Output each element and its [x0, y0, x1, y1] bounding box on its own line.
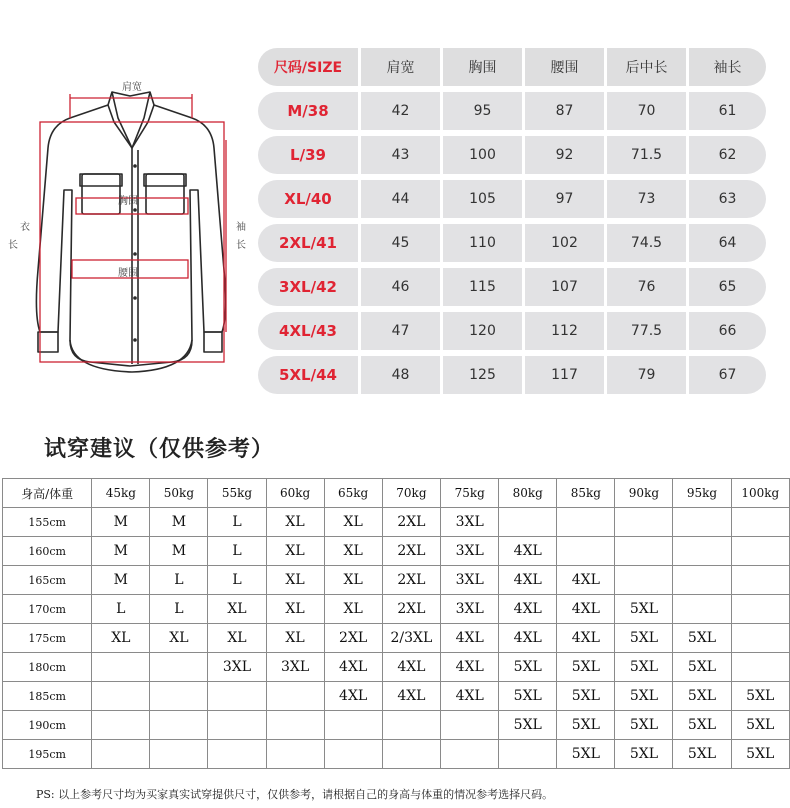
size-value: 67 [686, 356, 766, 394]
size-suggestion-cell: 4XL [499, 566, 557, 595]
size-suggestion-cell: 4XL [324, 682, 382, 711]
size-suggestion-cell: 4XL [557, 595, 615, 624]
size-suggestion-cell [150, 653, 208, 682]
size-suggestion-cell: 4XL [441, 682, 499, 711]
size-chart-row [258, 92, 766, 130]
size-suggestion-cell: 5XL [673, 653, 731, 682]
height-cell: 155cm [3, 508, 92, 537]
fit-table-row [3, 624, 790, 653]
size-value: 42 [358, 92, 440, 130]
size-chart-header-cell: 腰围 [522, 48, 604, 86]
size-suggestion-cell [150, 740, 208, 769]
size-suggestion-cell [499, 508, 557, 537]
size-value: 43 [358, 136, 440, 174]
size-suggestion-cell: XL [266, 508, 324, 537]
size-suggestion-cell [208, 711, 266, 740]
size-suggestion-cell [673, 595, 731, 624]
size-suggestion-cell: 5XL [499, 682, 557, 711]
size-suggestion-cell [615, 537, 673, 566]
waist-label: 腰围 [118, 268, 138, 279]
weight-header: 60kg [266, 479, 324, 508]
size-suggestion-cell: 2XL [382, 595, 440, 624]
size-suggestion-cell: 2XL [382, 537, 440, 566]
size-value: 66 [686, 312, 766, 350]
height-cell: 195cm [3, 740, 92, 769]
weight-header: 45kg [92, 479, 150, 508]
fit-advice-table [2, 478, 790, 769]
size-suggestion-cell: 5XL [673, 682, 731, 711]
size-value: 45 [358, 224, 440, 262]
size-suggestion-cell: 2XL [382, 566, 440, 595]
weight-header: 85kg [557, 479, 615, 508]
size-suggestion-cell [731, 508, 789, 537]
size-suggestion-cell: 5XL [615, 682, 673, 711]
size-suggestion-cell: XL [324, 508, 382, 537]
size-suggestion-cell [324, 711, 382, 740]
size-suggestion-cell: XL [208, 595, 266, 624]
size-suggestion-cell: L [208, 508, 266, 537]
weight-header: 95kg [673, 479, 731, 508]
size-suggestion-cell: XL [324, 566, 382, 595]
fit-table-row [3, 682, 790, 711]
size-value: 63 [686, 180, 766, 218]
size-chart-row [258, 180, 766, 218]
size-value: 62 [686, 136, 766, 174]
size-value: 65 [686, 268, 766, 306]
size-chart-row [258, 224, 766, 262]
size-suggestion-cell [382, 711, 440, 740]
size-suggestion-cell: 5XL [499, 653, 557, 682]
size-suggestion-cell: 5XL [673, 624, 731, 653]
size-value: 95 [440, 92, 522, 130]
size-suggestion-cell: 3XL [266, 653, 324, 682]
size-suggestion-cell: XL [266, 624, 324, 653]
fit-table-corner: 身高/体重 [3, 479, 92, 508]
size-suggestion-cell: XL [266, 537, 324, 566]
size-suggestion-cell: 4XL [441, 624, 499, 653]
size-suggestion-cell: 4XL [324, 653, 382, 682]
size-value: 71.5 [604, 136, 686, 174]
size-suggestion-cell: 5XL [673, 740, 731, 769]
size-suggestion-cell [441, 740, 499, 769]
size-suggestion-cell: 3XL [441, 508, 499, 537]
size-label: XL/40 [258, 180, 358, 218]
size-value: 77.5 [604, 312, 686, 350]
size-value: 74.5 [604, 224, 686, 262]
size-suggestion-cell: 3XL [208, 653, 266, 682]
size-suggestion-cell: 2XL [324, 624, 382, 653]
size-suggestion-cell: 5XL [615, 595, 673, 624]
size-chart-row [258, 268, 766, 306]
size-value: 61 [686, 92, 766, 130]
size-suggestion-cell: L [150, 566, 208, 595]
size-suggestion-cell [92, 740, 150, 769]
size-suggestion-cell: L [208, 537, 266, 566]
size-suggestion-cell: 5XL [557, 682, 615, 711]
height-cell: 180cm [3, 653, 92, 682]
fit-table-row [3, 537, 790, 566]
size-suggestion-cell [731, 595, 789, 624]
size-value: 47 [358, 312, 440, 350]
size-chart-header-row [258, 48, 766, 86]
size-value: 64 [686, 224, 766, 262]
size-suggestion-cell: XL [266, 595, 324, 624]
size-suggestion-cell: L [150, 595, 208, 624]
size-suggestion-cell: 2XL [382, 508, 440, 537]
size-label: 3XL/42 [258, 268, 358, 306]
size-suggestion-cell [673, 508, 731, 537]
fit-table-row [3, 595, 790, 624]
size-value: 73 [604, 180, 686, 218]
weight-header: 50kg [150, 479, 208, 508]
size-label: M/38 [258, 92, 358, 130]
size-suggestion-cell: 3XL [441, 566, 499, 595]
size-value: 100 [440, 136, 522, 174]
weight-header: 70kg [382, 479, 440, 508]
size-suggestion-cell: 4XL [382, 653, 440, 682]
size-value: 120 [440, 312, 522, 350]
fit-table-row [3, 740, 790, 769]
size-suggestion-cell: 5XL [731, 711, 789, 740]
size-suggestion-cell: 3XL [441, 595, 499, 624]
size-value: 44 [358, 180, 440, 218]
size-value: 102 [522, 224, 604, 262]
size-chart-header-cell: 袖长 [686, 48, 766, 86]
size-suggestion-cell: 5XL [557, 653, 615, 682]
shirt-measurement-illustration [0, 70, 260, 400]
size-value: 76 [604, 268, 686, 306]
size-suggestion-cell: 5XL [499, 711, 557, 740]
size-suggestion-cell: 5XL [615, 653, 673, 682]
shoulder-label: 肩宽 [122, 82, 142, 93]
size-value: 117 [522, 356, 604, 394]
size-chart-header-cell: 胸围 [440, 48, 522, 86]
size-chart-row [258, 356, 766, 394]
weight-header: 75kg [441, 479, 499, 508]
size-suggestion-cell [673, 566, 731, 595]
size-suggestion-cell [92, 682, 150, 711]
size-suggestion-cell: XL [150, 624, 208, 653]
size-suggestion-cell [324, 740, 382, 769]
size-suggestion-cell [731, 566, 789, 595]
fit-table-row [3, 508, 790, 537]
size-suggestion-cell: 5XL [673, 711, 731, 740]
sleeve-label-bottom: 长 [236, 240, 246, 251]
shirt-collar [108, 92, 154, 148]
size-value: 92 [522, 136, 604, 174]
size-suggestion-cell: 4XL [499, 624, 557, 653]
size-value: 46 [358, 268, 440, 306]
size-suggestion-cell: 4XL [441, 653, 499, 682]
height-cell: 160cm [3, 537, 92, 566]
size-suggestion-cell: XL [92, 624, 150, 653]
fit-advice-title: 试穿建议（仅供参考） [44, 437, 275, 462]
weight-header: 65kg [324, 479, 382, 508]
size-suggestion-cell: 5XL [731, 682, 789, 711]
size-suggestion-cell [557, 508, 615, 537]
length-label-top: 衣 [20, 222, 30, 233]
size-suggestion-cell [441, 711, 499, 740]
size-value: 125 [440, 356, 522, 394]
weight-header: 80kg [499, 479, 557, 508]
chest-label: 胸围 [118, 196, 138, 207]
size-label: 4XL/43 [258, 312, 358, 350]
size-suggestion-cell: 4XL [499, 595, 557, 624]
size-suggestion-cell: 4XL [382, 682, 440, 711]
size-suggestion-cell: 5XL [615, 624, 673, 653]
size-label: 5XL/44 [258, 356, 358, 394]
size-suggestion-cell: 4XL [557, 566, 615, 595]
size-value: 70 [604, 92, 686, 130]
size-value: 107 [522, 268, 604, 306]
size-suggestion-cell: 5XL [557, 711, 615, 740]
size-suggestion-cell: 5XL [731, 740, 789, 769]
size-suggestion-cell [673, 537, 731, 566]
length-label-bottom: 长 [8, 240, 18, 251]
size-suggestion-cell: M [150, 537, 208, 566]
size-suggestion-cell: M [150, 508, 208, 537]
sleeve-label-top: 袖 [236, 222, 246, 233]
size-suggestion-cell [266, 711, 324, 740]
height-cell: 175cm [3, 624, 92, 653]
size-suggestion-cell: L [208, 566, 266, 595]
size-suggestion-cell: XL [266, 566, 324, 595]
size-suggestion-cell: 5XL [615, 711, 673, 740]
size-value: 97 [522, 180, 604, 218]
fit-table-row [3, 566, 790, 595]
size-chart-header-cell: 肩宽 [358, 48, 440, 86]
size-value: 115 [440, 268, 522, 306]
height-cell: 165cm [3, 566, 92, 595]
size-suggestion-cell: 4XL [557, 624, 615, 653]
size-suggestion-cell: L [92, 595, 150, 624]
size-suggestion-cell [266, 740, 324, 769]
size-suggestion-cell [731, 624, 789, 653]
size-suggestion-cell [92, 653, 150, 682]
size-suggestion-cell [92, 711, 150, 740]
size-suggestion-cell: M [92, 566, 150, 595]
size-value: 105 [440, 180, 522, 218]
size-suggestion-cell: 4XL [499, 537, 557, 566]
size-suggestion-cell [150, 682, 208, 711]
weight-header: 90kg [615, 479, 673, 508]
size-suggestion-cell: M [92, 537, 150, 566]
size-suggestion-cell [266, 682, 324, 711]
size-label: 2XL/41 [258, 224, 358, 262]
weight-header: 100kg [731, 479, 789, 508]
size-value: 48 [358, 356, 440, 394]
size-suggestion-cell: XL [208, 624, 266, 653]
size-chart-row [258, 136, 766, 174]
size-value: 79 [604, 356, 686, 394]
size-value: 87 [522, 92, 604, 130]
size-suggestion-cell [150, 711, 208, 740]
size-value: 112 [522, 312, 604, 350]
height-cell: 185cm [3, 682, 92, 711]
height-cell: 170cm [3, 595, 92, 624]
size-value: 110 [440, 224, 522, 262]
size-suggestion-cell [731, 537, 789, 566]
size-suggestion-cell: 2/3XL [382, 624, 440, 653]
size-chart [258, 48, 766, 400]
size-suggestion-cell: XL [324, 595, 382, 624]
fit-table-row [3, 711, 790, 740]
fit-table-header-row [3, 479, 790, 508]
size-suggestion-cell [557, 537, 615, 566]
size-suggestion-cell [382, 740, 440, 769]
size-suggestion-cell: 5XL [615, 740, 673, 769]
size-suggestion-cell [208, 682, 266, 711]
size-suggestion-cell [615, 566, 673, 595]
size-suggestion-cell: XL [324, 537, 382, 566]
fit-table-row [3, 653, 790, 682]
size-chart-header-cell: 后中长 [604, 48, 686, 86]
height-cell: 190cm [3, 711, 92, 740]
size-suggestion-cell [615, 508, 673, 537]
size-chart-row [258, 312, 766, 350]
size-suggestion-cell: 5XL [557, 740, 615, 769]
footnote: PS: 以上参考尺寸均为买家真实试穿提供尺寸，仅供参考，请根据自己的身高与体重的情况参考选择尺码。 [36, 788, 554, 801]
size-label: L/39 [258, 136, 358, 174]
size-suggestion-cell [731, 653, 789, 682]
weight-header: 55kg [208, 479, 266, 508]
size-suggestion-cell: M [92, 508, 150, 537]
size-suggestion-cell [208, 740, 266, 769]
size-suggestion-cell [499, 740, 557, 769]
size-chart-header-cell: 尺码/SIZE [258, 48, 358, 86]
size-suggestion-cell: 3XL [441, 537, 499, 566]
